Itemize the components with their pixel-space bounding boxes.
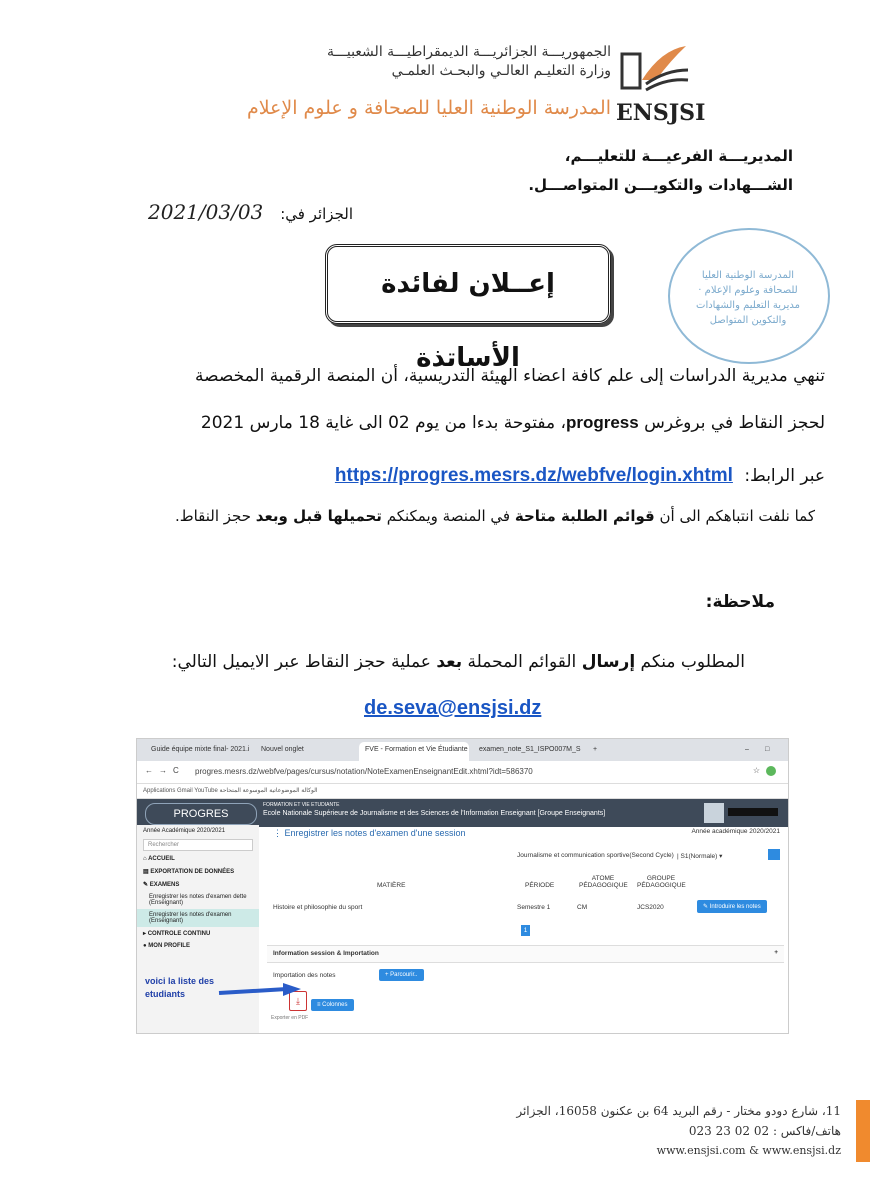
paragraph-1: تنهي مديرية الدراسات إلى علم كافة اعضاء الهيئة التدريسية، أن المنصة الرقمية المخصصة [195,366,825,386]
col-periode: PÉRIODE [525,882,555,889]
pagination-page[interactable]: 1 [521,925,530,936]
link-label: عبر الرابط: [744,466,825,486]
footer-web[interactable]: www.ensjsi.com & www.ensjsi.dz [656,1144,841,1157]
sidebar-search[interactable]: Rechercher [143,839,253,851]
note-e: عملية حجز النقاط عبر الايميل التالي: [171,652,437,672]
annotation-text: voici la liste des etudiants [145,976,215,999]
page-title-text: Enregistrer les notes d'examen d'une session [284,828,466,838]
note-heading: ملاحظة: [705,592,775,612]
sidebar-item-notes-dette[interactable]: Enregistrer les notes d'examen dette (Enseignant) [149,894,247,906]
sidebar-item-examens[interactable]: ✎ EXAMENS [143,882,180,888]
progres-brand[interactable] [145,803,257,825]
note-text [172,652,745,672]
bookmark-star-icon[interactable]: ☆ [752,766,760,775]
directorate-line-1: المديريـــة الفرعيـــة للتعليـــم، [564,147,793,165]
progres-topbar [137,799,788,827]
ministry-line: وزارة التعليـم العالـي والبحـث العلمـي [391,63,611,79]
p4-c: في المنصة ويمكنكم [381,507,515,525]
reload-icon[interactable]: C [173,766,179,775]
back-icon[interactable]: ← [145,766,153,775]
row-groupe: JCS2020 [637,904,664,911]
contact-email[interactable]: de.seva@ensjsi.dz [364,697,542,719]
topbar-small: FORMATION ET VIE ETUDIANTE [263,802,340,808]
annotation-arrow-icon [217,981,307,1001]
school-name: المدرسة الوطنية العليا للصحافة و علوم الإعلام [246,97,611,119]
sidebar-item-label: MON PROFILE [148,943,190,949]
p4-b: قوائم الطلبة متاحة [514,507,655,525]
col-groupe: GROUPE PÉDAGOGIQUE [637,875,686,889]
sidebar-item-export[interactable]: ▤ EXPORTATION DE DONNÉES [143,869,235,875]
quill-book-icon [616,40,696,98]
school-logo [616,40,706,126]
col-matiere: MATIÈRE [377,882,406,889]
directorate-line-2: الشـــهادات والتكويـــن المتواصـــل. [528,176,793,194]
filter-go-button[interactable] [768,849,780,860]
sidebar-item-controle[interactable]: ▸ CONTROLE CONTINU [143,931,211,937]
date-label: الجزائر في: [280,205,353,223]
introduce-notes-button[interactable]: ✎ Introduire les notes [697,900,767,913]
pdf-export-label: Exporter en PDF [271,1015,309,1021]
p2-before: لحجز النقاط في بروغرس [638,413,825,433]
filter-formation[interactable]: Journalisme et communication sportive(Second Cycle) [517,852,674,859]
row-matiere: Histoire et philosophie du sport [273,904,363,911]
col-atome: ATOME PÉDAGOGIQUE [579,875,628,889]
import-label: Importation des notes [273,972,336,979]
p4-d: تحميلها قبل وبعد [255,507,382,525]
maximize-icon[interactable]: □ [765,746,770,753]
introduce-notes-label: Introduire les notes [709,904,761,910]
user-avatar[interactable] [704,803,724,823]
row-atome: CM [577,904,588,911]
sidebar-item-label: EXAMENS [149,882,180,888]
stamp-text: المدرسة الوطنية العليا للصحافة وعلوم الإعلام · مديرية التعليم والشهادات والتكوين المتواصل [696,270,800,326]
user-name-redacted [728,808,778,816]
link-line [335,465,825,487]
expand-plus-icon[interactable]: + [774,949,778,956]
logo-text: ENSJSI [616,100,706,126]
progres-screenshot [136,738,789,1034]
columns-button[interactable]: ≡ Colonnes [311,999,354,1011]
sidebar-item-label: EXPORTATION DE DONNÉES [150,869,235,875]
paragraph-4 [175,507,815,525]
sidebar-item-notes-examen[interactable]: Enregistrer les notes d'examen (Enseignant) [137,909,259,927]
bookmarks-text[interactable]: Applications Gmail YouTube الوكالة الموضوعاتية الموسوعة المتحاحة [143,788,318,794]
section-info[interactable] [267,945,784,963]
date-value: 2021/03/03 [148,200,264,224]
row-periode: Semestre 1 [517,904,551,911]
main-year-right: Année académique 2020/2021 [691,828,780,835]
sidebar-item-accueil[interactable]: ⌂ ACCUEIL [143,856,175,862]
bookmarks-bar [137,784,788,799]
browser-tab-bar [137,739,788,761]
address-bar [137,761,788,784]
profile-icon[interactable] [766,766,776,776]
progres-main [267,825,784,1033]
note-d: بعد [436,652,463,672]
p2-progress: progress [565,413,639,432]
minimize-icon[interactable]: – [745,746,749,753]
paragraph-2 [201,413,825,433]
official-stamp [668,228,830,364]
brand-text: PROGRES [173,808,229,820]
browser-tab-2[interactable]: Nouvel onglet [261,746,304,753]
forward-icon[interactable]: → [159,766,167,775]
pdf-export-icon[interactable]: ⤓ [289,991,307,1011]
p4-e: حجز النقاط. [174,507,256,525]
main-page-title: ⋮ Enregistrer les notes d'examen d'une session [273,828,466,838]
republic-line: الجمهوريـــة الجزائريـــة الديمقراطيـــة الشعبيـــة [327,44,611,60]
filter-session-text: S1(Normale) [680,853,718,860]
title-text: إعــلان لفائدة الأساتذة [381,269,555,373]
section-info-text: Information session & Importation [273,950,379,957]
browser-tab-3[interactable]: FVE - Formation et Vie Étudiante [359,742,469,761]
sidebar-item-label: CONTROLE CONTINU [147,931,211,937]
topbar-subtitle: Ecole Nationale Supérieure de Journalisme et des Sciences de l'Information Enseignant [Groupe Enseignants] [263,810,606,817]
p2-after: ، مفتوحة بدءا من يوم 02 الى غاية 18 مارس 2021 [200,413,566,433]
sidebar-year[interactable]: Année Académique 2020/2021 [143,828,226,834]
p4-a: كما نلفت انتباهكم الى أن [654,507,815,525]
progres-link[interactable]: https://progres.mesrs.dz/webfve/login.xhtml [334,465,733,486]
sidebar-item-profile[interactable]: ● MON PROFILE [143,943,190,949]
new-tab-icon[interactable]: + [593,746,598,753]
footer-orange-bar [856,1100,870,1162]
progres-sidebar [137,825,259,1033]
footer-phone: هاتف/فاكس : 02 02 23 023 [688,1124,841,1138]
sidebar-item-label: ACCUEIL [148,856,175,862]
note-a: المطلوب منكم [635,652,745,672]
browser-tab-4[interactable]: examen_note_S1_ISPO007M_S [479,746,581,753]
browser-tab-1[interactable]: Guide équipe mixte final- 2021.i [151,746,250,753]
note-c: القوائم المحملة [462,652,582,672]
announcement-title [325,244,611,373]
footer-address: 11، شارع دودو مختار - رقم البريد 64 بن عكنون 16058، الجزائر [516,1104,841,1118]
filter-session[interactable]: | S1(Normale) ▾ [677,853,723,860]
columns-button-label: Colonnes [322,1002,348,1008]
url-text[interactable]: progres.mesrs.dz/webfve/pages/cursus/notation/NoteExamenEnseignantEdit.xhtml?idt=586370 [195,767,533,776]
note-b: إرسال [581,652,636,672]
browse-button[interactable]: + Parcourir.. [379,969,424,981]
